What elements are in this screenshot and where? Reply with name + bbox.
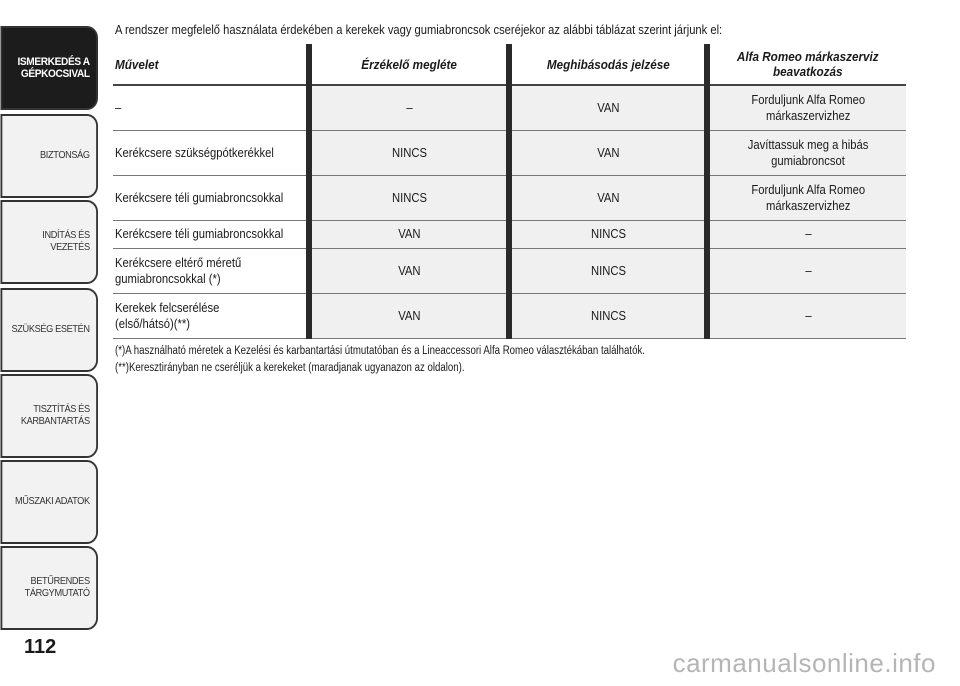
table-row [113,175,906,220]
wheel-change-table [113,44,906,339]
table-row [113,248,906,293]
fault-cell: NINCS [509,220,707,248]
sensor-cell: VAN [309,293,509,338]
operation-cell: – [113,85,309,130]
watermark: carmanualsonline.info [672,648,936,678]
service-cell: Forduljunk Alfa Romeo márkaszervizhez [707,175,906,220]
chapter-tab[interactable] [0,26,98,110]
operation-cell: Kerekek felcserélése (első/hátsó)(**) [113,293,309,338]
header-service-action: Alfa Romeo márkaszerviz beavatkozás [707,44,906,85]
operation-cell: Kerékcsere eltérő méretű gumiabroncsokkal (*) [113,248,309,293]
footnotes [115,343,645,377]
table-row [113,130,906,175]
sensor-cell: – [309,85,509,130]
chapter-tab[interactable] [0,200,98,284]
table-row [113,220,906,248]
operation-cell: Kerékcsere téli gumiabroncsokkal [113,220,309,248]
chapter-tab[interactable] [0,114,98,198]
sensor-cell: NINCS [309,175,509,220]
chapter-tab[interactable] [0,374,98,458]
chapter-tab-label: TISZTÍTÁS ÉS KARBANTARTÁS [20,404,90,427]
fault-cell: VAN [509,175,707,220]
table-row [113,293,906,338]
chapter-tab-label: SZÜKSÉG ESETÉN [11,324,90,335]
operation-cell: Kerékcsere szükségpótkerékkel [113,130,309,175]
chapter-tab-label: MŰSZAKI ADATOK [14,496,90,507]
fault-cell: NINCS [509,293,707,338]
operation-cell: Kerékcsere téli gumiabroncsokkal [113,175,309,220]
chapter-tab[interactable] [0,460,98,544]
chapter-tab[interactable] [0,288,98,372]
chapter-tab-label: INDÍTÁS ÉS VEZETÉS [42,230,90,253]
table-row [113,85,906,130]
sensor-cell: NINCS [309,130,509,175]
service-cell: – [707,220,906,248]
sensor-cell: VAN [309,248,509,293]
header-fault-signal: Meghibásodás jelzése [509,44,707,85]
fault-cell: VAN [509,85,707,130]
page-number: 112 [24,636,57,658]
chapter-tab-label: ISMERKEDÉS A GÉPKOCSIVAL [17,56,90,80]
chapter-tab-label: BETŰRENDES TÁRGYMUTATÓ [24,576,90,599]
service-cell: Forduljunk Alfa Romeo márkaszervizhez [707,85,906,130]
intro-text: A rendszer megfelelő használata érdekében a kerekek vagy gumiabroncsok cseréjekor az alábbi táblázat szerint járjunk el: [115,22,723,37]
fault-cell: NINCS [509,248,707,293]
footnote: (**)Keresztirányban ne cseréljük a kerekeket (maradjanak ugyanazon az oldalon). [115,362,465,374]
fault-cell: VAN [509,130,707,175]
service-cell: – [707,248,906,293]
footnote: (*)A használható méretek a Kezelési és karbantartási útmutatóban és a Lineaccessori Alfa Romeo választékában találhatók. [115,345,646,357]
chapter-tab[interactable] [0,546,98,630]
header-sensor-present: Érzékelő megléte [309,44,509,85]
table-header-row [113,44,906,85]
sensor-cell: VAN [309,220,509,248]
service-cell: – [707,293,906,338]
service-cell: Javíttassuk meg a hibás gumiabroncsot [707,130,906,175]
chapter-tab-label: BIZTONSÁG [40,150,90,161]
header-operation: Művelet [113,44,309,85]
